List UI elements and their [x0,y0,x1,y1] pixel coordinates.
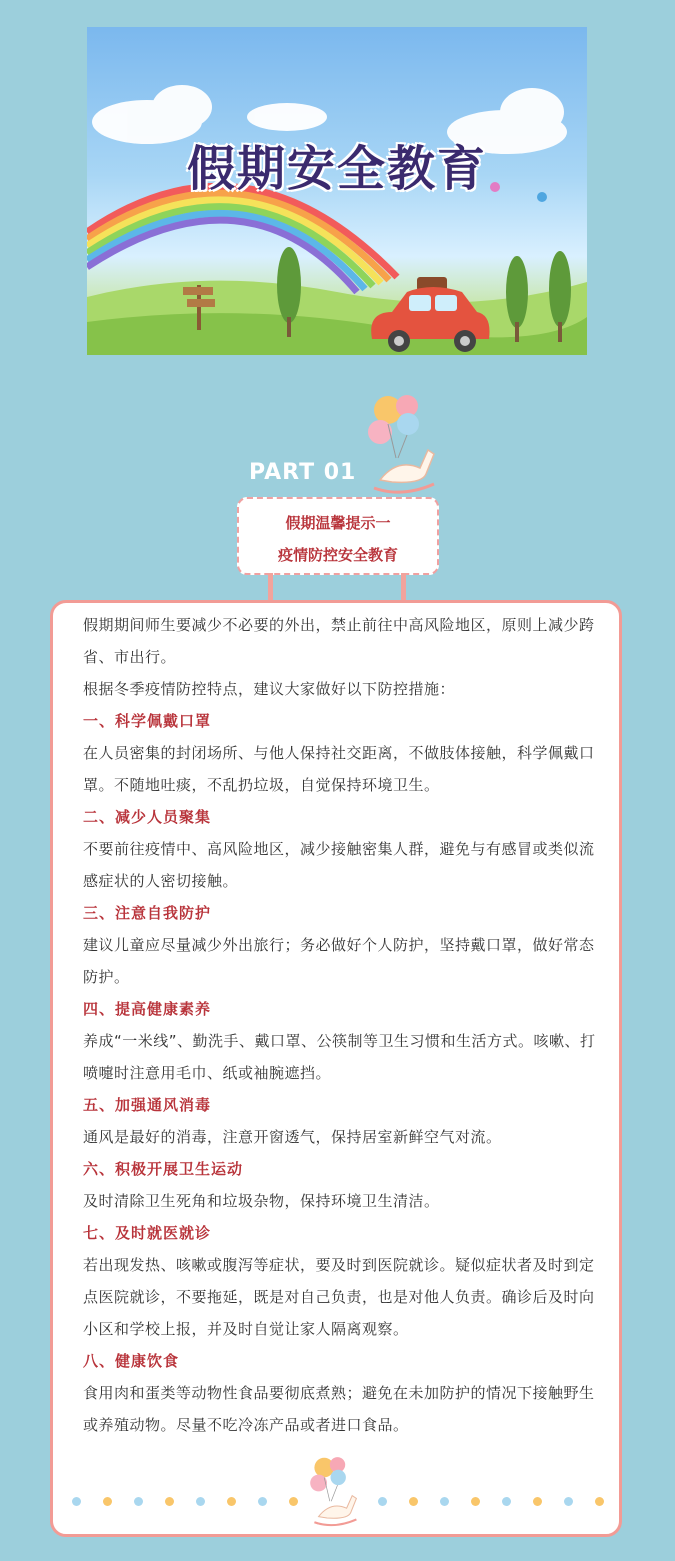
intro-paragraph: 假期期间师生要减少不必要的外出，禁止前往中高风险地区，原则上减少跨省、市出行。 [83,616,595,666]
tip-box [237,497,439,575]
section-text: 通风是最好的消毒，注意开窗透气，保持居室新鲜空气对流。 [83,1128,502,1146]
decor-dot [471,1497,480,1506]
balloon-horse-icon [362,388,442,496]
section-heading: 二、减少人员聚集 [83,808,212,826]
decor-dot [440,1497,449,1506]
decor-dot [196,1497,205,1506]
banner-image [87,27,587,355]
section-heading: 七、及时就医就诊 [83,1224,212,1242]
section-text: 若出现发热、咳嗽或腹泻等症状，要及时到医院就诊。疑似症状者及时到定点医院就诊，不要拖延，既是对自己负责，也是对他人负责。确诊后及时向小区和学校上报，并及时自觉让家人隔离观察。 [83,1256,595,1338]
decor-dot [289,1497,298,1506]
decor-dot [564,1497,573,1506]
decor-dot [258,1497,267,1506]
section-text: 在人员密集的封闭场所、与他人保持社交距离，不做肢体接触，科学佩戴口罩。不随地吐痰，不乱扔垃圾，自觉保持环境卫生。 [83,744,595,794]
decor-dot [595,1497,604,1506]
section-heading: 三、注意自我防护 [83,904,212,922]
section-text: 食用肉和蛋类等动物性食品要彻底煮熟；避免在未加防护的情况下接触野生或养殖动物。尽量不吃冷冻产品或者进口食品。 [83,1384,595,1434]
section-text: 不要前往疫情中、高风险地区，减少接触密集人群，避免与有感冒或类似流感症状的人密切接触。 [83,840,595,890]
section-heading: 八、健康饮食 [83,1352,180,1370]
decor-dot [533,1497,542,1506]
decor-dot [378,1497,387,1506]
section-heading: 四、提高健康素养 [83,1000,212,1018]
decor-dot [227,1497,236,1506]
section-heading: 六、积极开展卫生运动 [83,1160,244,1178]
intro-paragraph: 根据冬季疫情防控特点，建议大家做好以下防控措施： [83,680,456,698]
decor-dot [103,1497,112,1506]
banner-title: 假期安全教育 [186,141,487,197]
section-heading: 一、科学佩戴口罩 [83,712,212,730]
connector-right [401,573,406,603]
decor-dot [72,1497,81,1506]
section-text: 建议儿童应尽量减少外出旅行；务必做好个人防护，坚持戴口罩，做好常态防护。 [83,936,595,986]
section-text: 及时清除卫生死角和垃圾杂物，保持环境卫生清洁。 [83,1192,440,1210]
content-card [50,600,622,1537]
tip-line-1: 假期温馨提示一 [285,514,391,532]
decor-dot [409,1497,418,1506]
decor-dot [165,1497,174,1506]
section-heading: 五、加强通风消毒 [83,1096,212,1114]
tip-line-2: 疫情防控安全教育 [277,546,398,564]
part-label: PART 01 [249,460,357,485]
decor-dot [134,1497,143,1506]
decor-dot [502,1497,511,1506]
connector-left [268,573,273,603]
content-body [83,609,598,1441]
section-text: 养成“一米线”、勤洗手、戴口罩、公筷制等卫生习惯和生活方式。咳嗽、打喷嚏时注意用毛巾、纸或袖腕遮挡。 [83,1032,596,1082]
balloon-horse-icon [306,1452,362,1528]
